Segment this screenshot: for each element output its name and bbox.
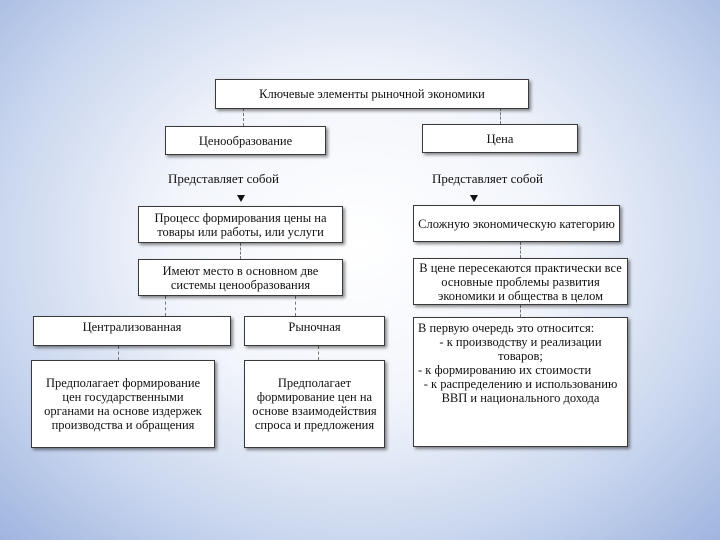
connector-market-text — [318, 346, 319, 360]
connector-systems-centralized — [165, 296, 166, 316]
right-represents-label: Представляет собой — [432, 171, 543, 186]
price-definition-box — [413, 205, 620, 242]
connector-root-right — [500, 108, 501, 124]
market-title: Рыночная — [288, 320, 341, 334]
price-definition: Сложную экономическую категорию — [418, 216, 615, 231]
pricing-systems: Имеют место в основном две системы ценообразования — [162, 263, 319, 292]
price-list-item: - к формированию их стоимости — [418, 363, 592, 377]
left-arrow-icon — [237, 195, 245, 202]
price-problems: В цене пересекаются практически все основные проблемы развития экономики и общества в целом — [419, 260, 622, 303]
centralized-box — [33, 316, 231, 346]
left-represents-label: Представляет собой — [168, 171, 279, 186]
price-title: Цена — [486, 131, 514, 146]
centralized-text-box — [31, 360, 215, 448]
connector-left-systems — [240, 243, 241, 259]
centralized-title: Централизованная — [82, 320, 182, 334]
price-list — [418, 321, 623, 405]
root-title: Ключевые элементы рыночной экономики — [259, 87, 485, 101]
price-problems-box — [413, 258, 628, 305]
pricing-box — [165, 126, 326, 155]
connector-systems-market — [295, 296, 296, 316]
market-text: Предполагает формирование цен на основе взаимодействия спроса и предложения — [252, 376, 377, 432]
pricing-definition-box — [138, 206, 343, 243]
right-arrow-icon — [470, 195, 478, 202]
pricing-systems-box — [138, 259, 343, 296]
connector-right-problems — [520, 242, 521, 258]
connector-root-left — [243, 108, 244, 126]
price-list-item: - к производству и реализации товаров; — [439, 335, 602, 363]
connector-centralized-text — [118, 346, 119, 360]
market-text-box — [244, 360, 385, 448]
market-box — [244, 316, 385, 346]
connector-problems-list — [520, 305, 521, 317]
price-box — [422, 124, 578, 153]
price-list-box — [413, 317, 628, 447]
price-list-item: - к распределению и использованию ВВП и национального дохода — [423, 377, 618, 405]
pricing-title: Ценообразование — [198, 133, 293, 148]
centralized-text: Предполагает формирование цен государственными органами на основе издержек производства и обращения — [44, 376, 202, 432]
price-list-intro: В первую очередь это относится: — [418, 321, 595, 335]
pricing-definition: Процесс формирования цены на товары или работы, или услуги — [154, 210, 327, 239]
root-box — [215, 79, 529, 109]
